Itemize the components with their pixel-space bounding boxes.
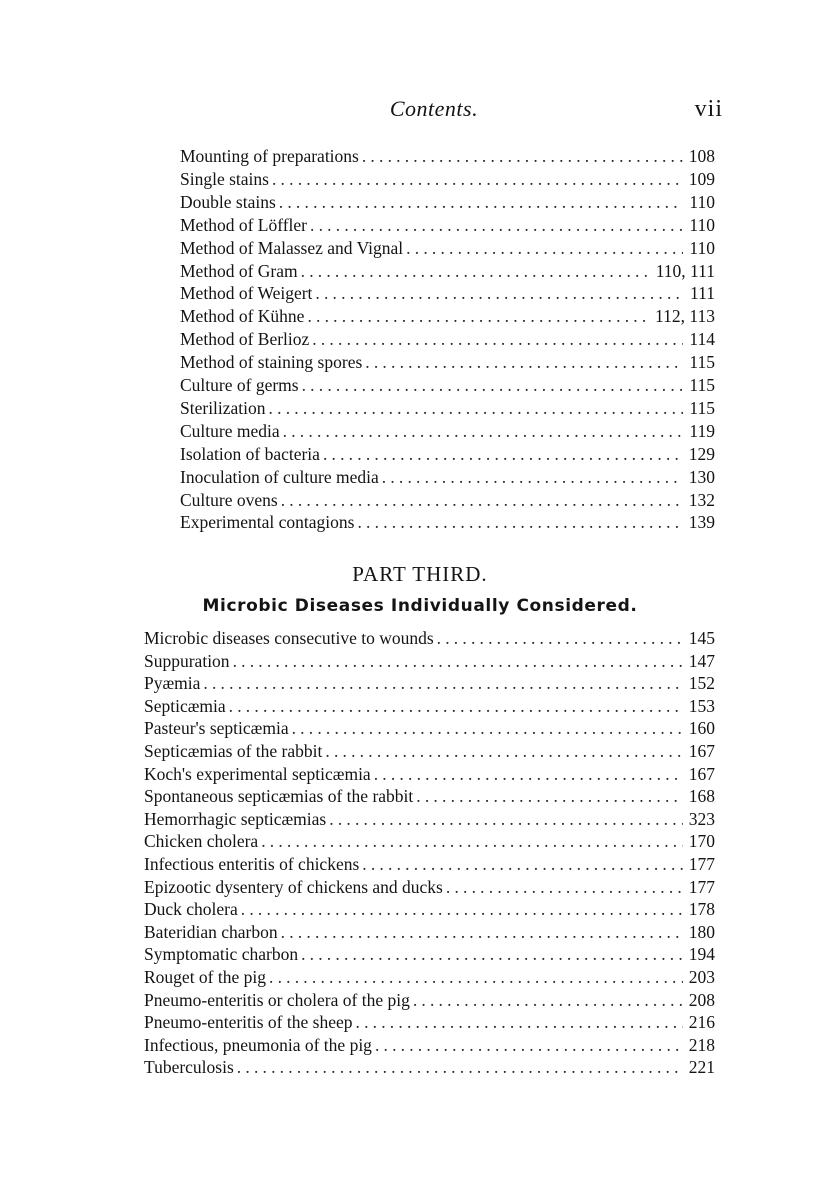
dot-leader <box>229 696 683 717</box>
toc-entry <box>180 306 715 329</box>
dot-leader <box>269 967 683 988</box>
dot-leader <box>301 944 683 965</box>
dot-leader <box>416 786 682 807</box>
toc-entry-label: Culture media <box>180 420 280 441</box>
dot-leader <box>329 809 683 830</box>
toc-entry-label: Koch's experimental septicæmia <box>144 763 371 784</box>
toc-entry <box>144 764 715 787</box>
toc-entry-label: Microbic diseases consecutive to wounds <box>144 628 434 648</box>
toc-entry <box>180 467 715 490</box>
dot-leader <box>261 831 683 852</box>
dot-leader <box>413 990 683 1011</box>
toc-entry-label: Symptomatic charbon <box>144 944 299 965</box>
toc-entry-page: 177 <box>688 876 715 897</box>
toc-entry <box>144 899 715 922</box>
dot-leader <box>312 329 683 350</box>
dot-leader <box>375 1035 683 1056</box>
toc-entry-label: Infectious, pneumonia of the pig <box>144 1034 372 1055</box>
toc-entry-page: 110 <box>689 191 715 212</box>
dot-leader <box>362 146 683 167</box>
toc-entry-page: 132 <box>688 489 715 510</box>
toc-entry <box>180 238 715 261</box>
toc-entry <box>144 967 715 990</box>
toc-entry-page: 129 <box>688 443 715 464</box>
toc-entry-page: 218 <box>688 1034 715 1055</box>
dot-leader <box>292 718 683 739</box>
dot-leader <box>281 490 683 511</box>
dot-leader <box>301 261 650 282</box>
dot-leader <box>437 628 683 649</box>
toc-entry-label: Pneumo-enteritis of the sheep <box>144 1012 353 1033</box>
toc-entry-page: 145 <box>688 628 715 648</box>
dot-leader <box>307 306 649 327</box>
toc-entry-page: 147 <box>688 650 715 671</box>
dot-leader <box>237 1057 683 1078</box>
toc-entry-label: Sterilization <box>180 397 266 418</box>
dot-leader <box>283 421 684 442</box>
toc-entry <box>180 329 715 352</box>
toc-entry-page: 203 <box>688 967 715 987</box>
toc-entry-page: 194 <box>688 944 715 965</box>
toc-entry <box>180 146 715 169</box>
toc-entry <box>180 169 715 192</box>
dot-leader <box>302 375 684 396</box>
toc-entry-label: Hemorrhagic septicæmias <box>144 808 327 829</box>
toc-entry-label: Inoculation of culture media <box>180 466 379 487</box>
toc-entry <box>144 651 715 674</box>
toc-entry <box>180 215 715 238</box>
toc-entry-page: 109 <box>688 168 715 189</box>
toc-entry <box>180 490 715 513</box>
toc-entry <box>144 990 715 1013</box>
dot-leader <box>233 651 683 672</box>
toc-entry-label: Double stains <box>180 191 276 212</box>
toc-entry-label: Method of Kühne <box>180 306 305 327</box>
dot-leader <box>446 877 683 898</box>
toc-entry-label: Method of staining spores <box>180 352 363 373</box>
toc-entry <box>180 421 715 444</box>
toc-entry-label: Method of Malassez and Vignal <box>180 237 404 258</box>
running-head <box>145 96 723 126</box>
dot-leader <box>203 673 682 694</box>
toc-entry-page: 115 <box>689 352 715 373</box>
dot-leader <box>382 467 683 488</box>
toc-entry <box>180 283 715 306</box>
toc-entry-page: 115 <box>689 397 715 418</box>
toc-entry-page: 170 <box>688 831 715 852</box>
toc-entry-page: 110 <box>689 237 715 258</box>
toc-entry <box>144 1012 715 1035</box>
toc-entry <box>144 877 715 900</box>
toc-entry-label: Experimental contagions <box>180 512 355 533</box>
toc-entry-page: 167 <box>688 741 715 761</box>
toc-entry-label: Method of Weigert <box>180 283 313 304</box>
toc-entry <box>144 741 715 764</box>
toc-entry-page: 160 <box>688 718 715 739</box>
dot-leader <box>241 899 683 920</box>
toc-entry-label: Culture of germs <box>180 375 299 395</box>
dot-leader <box>356 1012 683 1033</box>
toc-entry-page: 110 <box>689 214 715 235</box>
dot-leader <box>374 764 683 785</box>
part-heading: PART THIRD. <box>352 562 488 586</box>
page-title: Contents. <box>389 96 479 121</box>
toc-entry-label: Suppuration <box>144 650 230 671</box>
toc-entry-label: Infectious enteritis of chickens <box>144 854 360 874</box>
toc-entry <box>144 1057 715 1080</box>
toc-entry-label: Rouget of the pig <box>144 967 266 987</box>
toc-entry-page: 153 <box>688 695 715 716</box>
toc-entry-label: Single stains <box>180 168 269 189</box>
toc-entry-label: Culture ovens <box>180 489 278 510</box>
toc-entry-label: Duck cholera <box>144 899 238 920</box>
toc-entry <box>180 192 715 215</box>
toc-entry-page: 168 <box>688 786 715 807</box>
toc-entry-page: 130 <box>688 466 715 487</box>
toc-entry <box>144 786 715 809</box>
toc-entry <box>144 809 715 832</box>
page-number: vii <box>694 96 723 122</box>
toc-entry <box>180 352 715 375</box>
toc-entry <box>144 673 715 696</box>
toc-entry-page: 323 <box>688 808 715 829</box>
toc-entry-label: Pasteur's septicæmia <box>144 718 289 739</box>
toc-entry-label: Isolation of bacteria <box>180 443 320 464</box>
dot-leader <box>315 283 684 304</box>
dot-leader <box>365 352 683 373</box>
toc-entry-page: 177 <box>688 854 715 874</box>
toc-entry-page: 110, 111 <box>655 260 715 281</box>
toc-entry-page: 112, 113 <box>655 306 715 327</box>
toc-entry <box>144 718 715 741</box>
toc-entry-label: Septicæmias of the rabbit <box>144 741 323 761</box>
toc-entry-page: 119 <box>689 420 715 441</box>
toc-entry-label: Spontaneous septicæmias of the rabbit <box>144 786 414 807</box>
dot-leader <box>279 192 684 213</box>
toc-entry-label: Pyæmia <box>144 673 201 694</box>
toc-entry <box>180 375 715 398</box>
toc-entry <box>144 854 715 877</box>
toc-entry-label: Method of Berlioz <box>180 329 310 350</box>
dot-leader <box>281 922 683 943</box>
part-subtitle: Microbic Diseases Individually Considered. <box>202 596 638 616</box>
toc-entry <box>180 398 715 421</box>
toc-entry-page: 115 <box>689 375 715 395</box>
toc-entry-label: Chicken cholera <box>144 831 259 852</box>
toc-entry-label: Method of Gram <box>180 260 298 281</box>
toc-entry <box>144 831 715 854</box>
toc-entry <box>180 261 715 284</box>
toc-entry <box>144 922 715 945</box>
toc-entry <box>144 944 715 967</box>
dot-leader <box>310 215 683 236</box>
toc-entry-label: Septicæmia <box>144 695 226 716</box>
dot-leader <box>362 854 682 875</box>
toc-entry-label: Epizootic dysentery of chickens and ducks <box>144 876 443 897</box>
dot-leader <box>406 238 683 259</box>
toc-entry-page: 221 <box>688 1057 715 1078</box>
dot-leader <box>272 169 683 190</box>
toc-entry-page: 180 <box>688 921 715 942</box>
toc-entry-page: 111 <box>690 283 715 304</box>
toc-entry <box>144 696 715 719</box>
toc-entry-page: 216 <box>688 1012 715 1033</box>
dot-leader <box>323 444 683 465</box>
toc-entry <box>144 1035 715 1058</box>
toc-entry-page: 152 <box>688 673 715 694</box>
toc-entry-label: Mounting of preparations <box>180 146 359 166</box>
toc-entry-page: 108 <box>688 146 715 166</box>
toc-entry-label: Bateridian charbon <box>144 921 278 942</box>
toc-entry-label: Method of Löffler <box>180 214 308 235</box>
toc-entry-page: 178 <box>688 899 715 920</box>
toc-entry-page: 167 <box>688 763 715 784</box>
dot-leader <box>357 512 682 533</box>
dot-leader <box>269 398 684 419</box>
toc-entry-label: Pneumo-enteritis or cholera of the pig <box>144 989 410 1010</box>
toc-entry <box>180 512 715 535</box>
toc-entry-page: 114 <box>689 329 715 350</box>
toc-entry-label: Tuberculosis <box>144 1057 234 1078</box>
toc-entry-page: 139 <box>688 512 715 533</box>
dot-leader <box>325 741 682 762</box>
toc-entry <box>144 628 715 651</box>
toc-entry-page: 208 <box>688 989 715 1010</box>
toc-entry <box>180 444 715 467</box>
